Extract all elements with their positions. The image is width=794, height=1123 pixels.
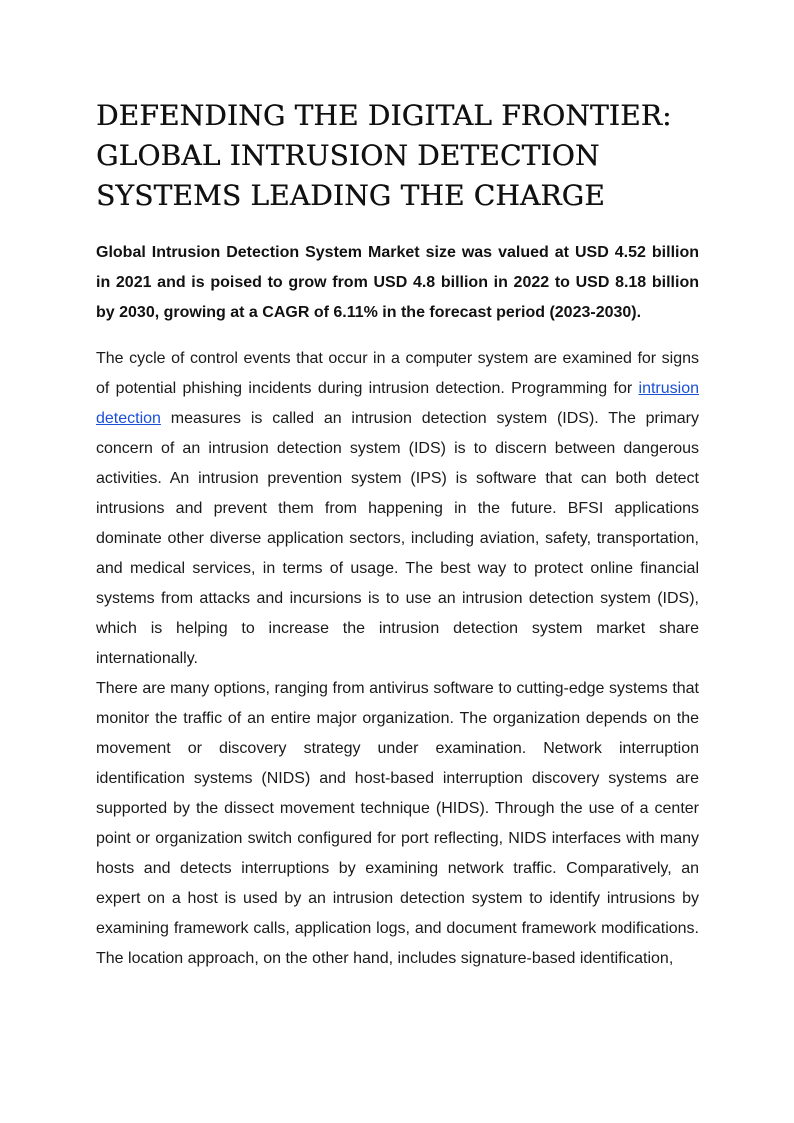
article-title: DEFENDING THE DIGITAL FRONTIER: GLOBAL INTRUSION DETECTION SYSTEMS LEADING THE CHARGE [96, 99, 672, 212]
document-page [96, 96, 699, 974]
body-paragraph-1 [96, 344, 699, 674]
market-summary-paragraph: Global Intrusion Detection System Market size was valued at USD 4.52 billion in 2021 and is poised to grow from USD 4.8 billion in 2022 to USD 8.18 billion by 2030, growing at a CAGR of 6.11% in the forecast period (2023-2030). [96, 244, 699, 321]
paragraph-1-text-before-link: The cycle of control events that occur in a computer system are examined for signs of potential phishing incidents during intrusion detection. Programming for [96, 350, 699, 397]
paragraph-1-text-after-link: measures is called an intrusion detection system (IDS). The primary concern of an intrusion detection system (IDS) is to discern between dangerous activities. An intrusion prevention system (IPS) is software that can both detect intrusions and prevent them from happening in the future. BFSI applications dominate other diverse application sectors, including aviation, safety, transportation, and medical services, in terms of usage. The best way to protect online financial systems from attacks and incursions is to use an intrusion detection system (IDS), which is helping to increase the intrusion detection system market share internationally. [96, 410, 699, 667]
body-paragraph-2: There are many options, ranging from antivirus software to cutting-edge systems that monitor the traffic of an entire major organization. The organization depends on the movement or discovery strategy under examination. Network interruption identification systems (NIDS) and host-based interruption discovery systems are supported by the dissect movement technique (HIDS). Through the use of a center point or organization switch configured for port reflecting, NIDS interfaces with many hosts and detects interruptions by examining network traffic. Comparatively, an expert on a host is used by an intrusion detection system to identify intrusions by examining framework calls, application logs, and document framework modifications. The location approach, on the other hand, includes signature-based identification, [96, 680, 699, 967]
intrusion-detection-link[interactable]: intrusion detection [96, 380, 699, 427]
